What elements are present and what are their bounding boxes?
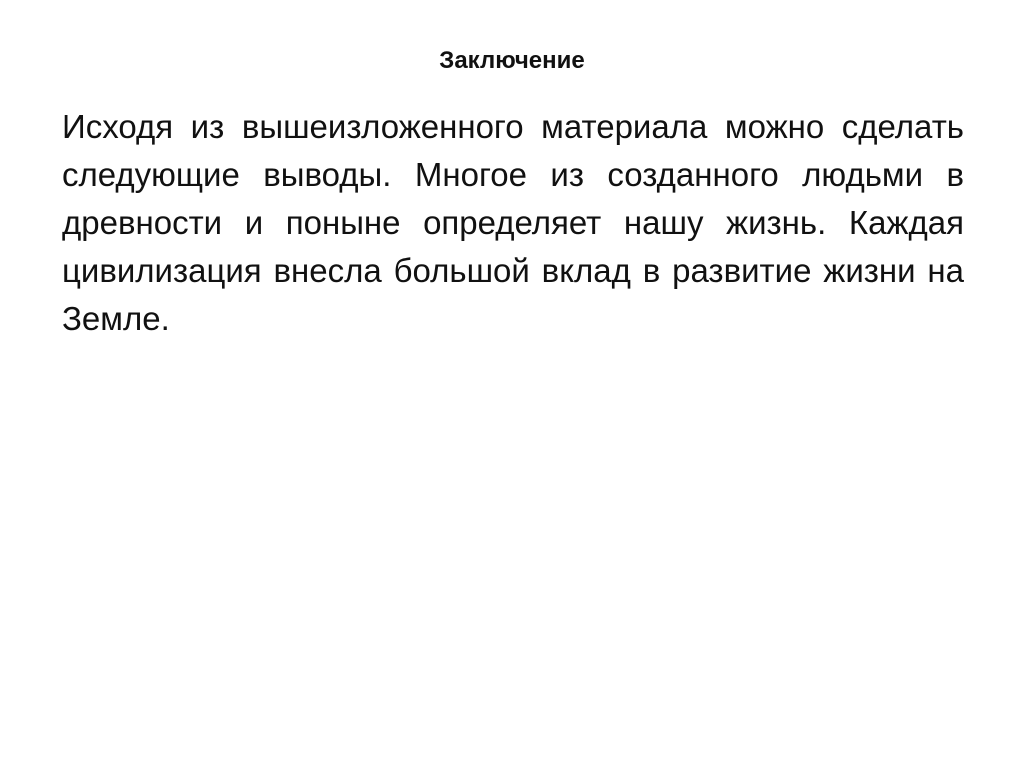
slide-body-text: Исходя из вышеизложенного материала можно сделать следующие выводы. Многое из созданного людьми в древности и поныне определяет нашу жизнь. Каждая цивилизация внесла большой вклад в развитие жизни на Земле.	[62, 108, 964, 337]
slide-title: Заключение	[439, 47, 585, 74]
